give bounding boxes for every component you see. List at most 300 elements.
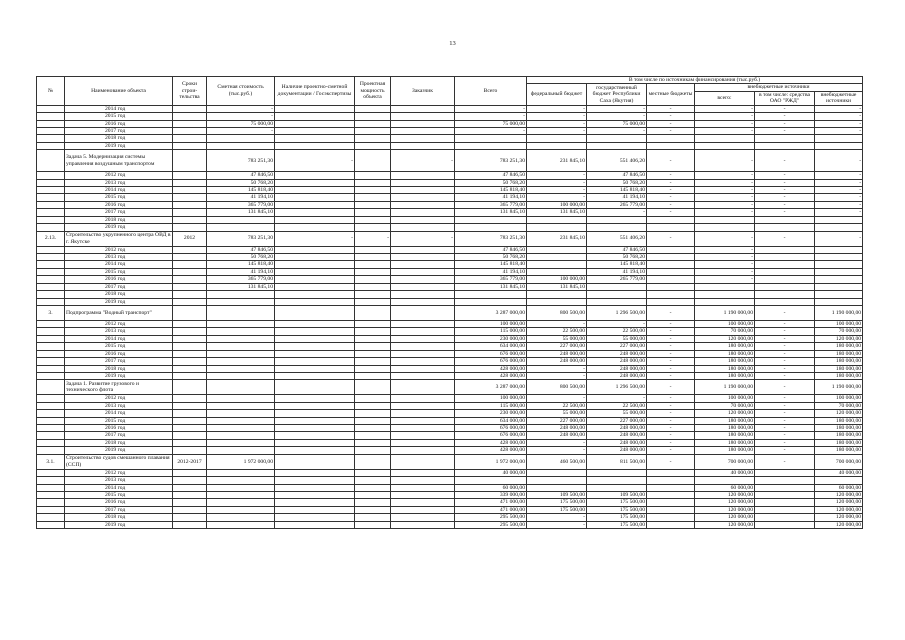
row-republic xyxy=(587,484,647,491)
row-term xyxy=(173,194,207,201)
row-extra-total: - xyxy=(695,105,755,112)
row-customer xyxy=(391,350,455,357)
row-term xyxy=(173,365,207,372)
row-local xyxy=(647,224,695,231)
row-cost xyxy=(207,514,275,521)
row-customer xyxy=(391,365,455,372)
row-total: 783 251,30 xyxy=(455,231,527,246)
header-extra: внебюджетные источники xyxy=(695,84,863,91)
table-row-year xyxy=(37,276,863,283)
row-republic: 50 768,20 xyxy=(587,179,647,186)
row-customer xyxy=(391,120,455,127)
row-extra-total: 180 000,00 xyxy=(695,343,755,350)
row-extra-other: 70 000,00 xyxy=(815,328,863,335)
row-design xyxy=(275,127,355,134)
row-num xyxy=(37,521,65,528)
row-local: - xyxy=(647,380,695,395)
row-local xyxy=(647,268,695,275)
row-design xyxy=(275,514,355,521)
row-extra-rzhd: - xyxy=(755,209,815,216)
row-cost: 75 000,00 xyxy=(207,120,275,127)
row-term xyxy=(173,477,207,484)
row-federal: 175 500,00 xyxy=(527,499,587,506)
row-cost: 783 251,30 xyxy=(207,231,275,246)
row-federal: - xyxy=(527,395,587,402)
row-extra-total xyxy=(695,216,755,223)
row-design xyxy=(275,372,355,379)
row-republic: 175 500,00 xyxy=(587,514,647,521)
table-row-item xyxy=(37,305,863,320)
row-total: 365 779,00 xyxy=(455,201,527,208)
row-cost xyxy=(207,216,275,223)
row-local xyxy=(647,291,695,298)
row-extra-other: - xyxy=(815,113,863,120)
table-row-item xyxy=(37,150,863,172)
row-capacity xyxy=(355,425,391,432)
row-extra-total: - xyxy=(695,113,755,120)
row-extra-rzhd: - xyxy=(755,231,815,246)
row-extra-other: 60 000,00 xyxy=(815,484,863,491)
row-extra-total: - xyxy=(695,201,755,208)
header-estimated-cost: Сметная стоимость (тыс.руб.) xyxy=(207,77,275,106)
row-extra-rzhd xyxy=(755,477,815,484)
row-total: 41 194,10 xyxy=(455,268,527,275)
row-capacity xyxy=(355,209,391,216)
row-customer xyxy=(391,425,455,432)
row-federal: 460 500,00 xyxy=(527,454,587,469)
row-num xyxy=(37,187,65,194)
row-extra-other: 1 190 000,00 xyxy=(815,305,863,320)
row-local: - xyxy=(647,231,695,246)
row-term xyxy=(173,298,207,305)
row-extra-other: 120 000,00 xyxy=(815,410,863,417)
row-federal: 227 000,00 xyxy=(527,343,587,350)
header-total: Всего xyxy=(455,77,527,106)
row-name: 2016 год xyxy=(65,201,173,208)
row-local: - xyxy=(647,127,695,134)
row-design xyxy=(275,320,355,327)
row-extra-other: - xyxy=(815,179,863,186)
row-local: - xyxy=(647,439,695,446)
table-row-item xyxy=(37,454,863,469)
row-customer xyxy=(391,209,455,216)
row-extra-other: 120 000,00 xyxy=(815,335,863,342)
header-by-sources: В том числе по источникам финансирования (тыс.руб.) xyxy=(527,77,863,84)
row-extra-rzhd: - xyxy=(755,113,815,120)
row-federal: 248 000,00 xyxy=(527,425,587,432)
row-num xyxy=(37,113,65,120)
row-extra-rzhd: - xyxy=(755,365,815,372)
row-extra-rzhd: - xyxy=(755,127,815,134)
table-row-year xyxy=(37,514,863,521)
row-total: 676 000,00 xyxy=(455,432,527,439)
row-num xyxy=(37,328,65,335)
row-name: 2014 год xyxy=(65,335,173,342)
row-extra-rzhd: - xyxy=(755,402,815,409)
row-name: 2019 год xyxy=(65,224,173,231)
row-capacity xyxy=(355,432,391,439)
row-republic: 248 000,00 xyxy=(587,432,647,439)
row-extra-total: 180 000,00 xyxy=(695,372,755,379)
row-total: 428 000,00 xyxy=(455,365,527,372)
row-cost xyxy=(207,142,275,149)
financing-table xyxy=(36,76,863,529)
row-extra-rzhd xyxy=(755,469,815,476)
row-num xyxy=(37,142,65,149)
row-federal: - xyxy=(527,514,587,521)
row-total xyxy=(455,298,527,305)
row-term xyxy=(173,447,207,454)
row-total: - xyxy=(455,113,527,120)
row-name: 2015 год xyxy=(65,194,173,201)
row-design xyxy=(275,432,355,439)
row-cost xyxy=(207,439,275,446)
row-extra-other: - xyxy=(815,150,863,172)
row-term: 2012 xyxy=(173,231,207,246)
row-design xyxy=(275,417,355,424)
row-name: 2012 год xyxy=(65,320,173,327)
row-name: 2019 год xyxy=(65,372,173,379)
row-capacity xyxy=(355,320,391,327)
row-republic xyxy=(587,216,647,223)
row-cost xyxy=(207,350,275,357)
row-name: Строительство укрупненного центра ОВД в г. Якутске xyxy=(65,231,173,246)
row-capacity xyxy=(355,439,391,446)
row-capacity xyxy=(355,499,391,506)
row-design xyxy=(275,187,355,194)
row-extra-total: - xyxy=(695,120,755,127)
row-extra-total: 120 000,00 xyxy=(695,410,755,417)
row-extra-rzhd xyxy=(755,298,815,305)
row-extra-rzhd: - xyxy=(755,425,815,432)
row-num xyxy=(37,469,65,476)
row-customer: - xyxy=(391,231,455,246)
row-total: 100 000,00 xyxy=(455,320,527,327)
row-capacity xyxy=(355,417,391,424)
row-extra-rzhd xyxy=(755,216,815,223)
row-num xyxy=(37,135,65,142)
row-extra-total: 100 000,00 xyxy=(695,395,755,402)
row-design xyxy=(275,283,355,290)
row-capacity xyxy=(355,105,391,112)
header-customer: Заказчик xyxy=(391,77,455,106)
row-design xyxy=(275,328,355,335)
row-republic xyxy=(587,298,647,305)
row-name: 2017 год xyxy=(65,283,173,290)
row-capacity xyxy=(355,358,391,365)
row-republic: - xyxy=(587,113,647,120)
header-extra-total: всего: xyxy=(695,91,755,105)
row-extra-total: 70 000,00 xyxy=(695,328,755,335)
row-cost xyxy=(207,328,275,335)
row-customer xyxy=(391,439,455,446)
row-republic: 811 500,00 xyxy=(587,454,647,469)
row-design xyxy=(275,410,355,417)
row-capacity xyxy=(355,179,391,186)
row-cost: 145 818,40 xyxy=(207,187,275,194)
row-design: - xyxy=(275,150,355,172)
row-extra-total: 180 000,00 xyxy=(695,439,755,446)
row-extra-rzhd: - xyxy=(755,358,815,365)
row-capacity xyxy=(355,194,391,201)
row-term xyxy=(173,113,207,120)
row-num xyxy=(37,425,65,432)
row-name: 2012 год xyxy=(65,246,173,253)
row-term xyxy=(173,254,207,261)
row-customer xyxy=(391,499,455,506)
row-extra-rzhd: - xyxy=(755,410,815,417)
header-extra-other: внебюджетные источники xyxy=(815,91,863,105)
table-row-year xyxy=(37,261,863,268)
row-name: 2018 год xyxy=(65,291,173,298)
row-cost: - xyxy=(207,105,275,112)
row-name: 2014 год xyxy=(65,187,173,194)
row-total xyxy=(455,291,527,298)
row-design xyxy=(275,521,355,528)
row-term xyxy=(173,127,207,134)
row-num xyxy=(37,172,65,179)
table-row-year xyxy=(37,127,863,134)
row-name: 2017 год xyxy=(65,127,173,134)
row-republic: - xyxy=(587,127,647,134)
row-federal: - xyxy=(527,194,587,201)
row-extra-total: 180 000,00 xyxy=(695,365,755,372)
row-extra-other: - xyxy=(815,187,863,194)
row-local: - xyxy=(647,395,695,402)
row-extra-other: - xyxy=(815,209,863,216)
row-design xyxy=(275,298,355,305)
row-name: 2017 год xyxy=(65,432,173,439)
row-num xyxy=(37,402,65,409)
row-term xyxy=(173,499,207,506)
table-row-year xyxy=(37,142,863,149)
row-extra-total: - xyxy=(695,150,755,172)
row-cost: 783 251,30 xyxy=(207,150,275,172)
row-term xyxy=(173,172,207,179)
table-row-year xyxy=(37,417,863,424)
row-local: - xyxy=(647,343,695,350)
row-customer xyxy=(391,410,455,417)
row-total xyxy=(455,135,527,142)
table-row-year xyxy=(37,328,863,335)
table-row-year xyxy=(37,491,863,498)
row-extra-total: - xyxy=(695,179,755,186)
table-row-year xyxy=(37,194,863,201)
row-federal: - xyxy=(527,105,587,112)
row-republic xyxy=(587,135,647,142)
row-extra-total: 40 000,00 xyxy=(695,469,755,476)
row-capacity xyxy=(355,276,391,283)
row-customer xyxy=(391,298,455,305)
row-extra-rzhd: - xyxy=(755,335,815,342)
row-total: 365 779,00 xyxy=(455,276,527,283)
row-term xyxy=(173,179,207,186)
row-term xyxy=(173,328,207,335)
row-total: 783 251,30 xyxy=(455,150,527,172)
row-customer xyxy=(391,187,455,194)
row-total: 40 000,00 xyxy=(455,469,527,476)
row-name: 2012 год xyxy=(65,469,173,476)
row-customer xyxy=(391,447,455,454)
row-republic xyxy=(587,477,647,484)
row-extra-rzhd: - xyxy=(755,447,815,454)
row-local: - xyxy=(647,194,695,201)
row-num xyxy=(37,477,65,484)
row-cost xyxy=(207,224,275,231)
table-row-year xyxy=(37,216,863,223)
row-num xyxy=(37,291,65,298)
row-name: 2013 год xyxy=(65,328,173,335)
row-capacity xyxy=(355,372,391,379)
row-extra-total xyxy=(695,291,755,298)
row-cost: 145 818,40 xyxy=(207,261,275,268)
row-design xyxy=(275,335,355,342)
row-capacity xyxy=(355,113,391,120)
row-capacity xyxy=(355,328,391,335)
row-cost: 365 779,00 xyxy=(207,276,275,283)
row-federal: 109 500,00 xyxy=(527,491,587,498)
row-federal: - xyxy=(527,113,587,120)
row-extra-total: - xyxy=(695,172,755,179)
row-local: - xyxy=(647,201,695,208)
row-extra-rzhd: - xyxy=(755,372,815,379)
row-republic: 1 296 500,00 xyxy=(587,305,647,320)
table-row-year xyxy=(37,335,863,342)
row-total: 131 845,10 xyxy=(455,209,527,216)
row-design xyxy=(275,209,355,216)
row-federal: - xyxy=(527,127,587,134)
row-customer xyxy=(391,283,455,290)
row-cost: 41 194,10 xyxy=(207,268,275,275)
row-design xyxy=(275,105,355,112)
row-federal: 100 000,00 xyxy=(527,276,587,283)
row-extra-other: 180 000,00 xyxy=(815,343,863,350)
row-num xyxy=(37,484,65,491)
row-total: 634 000,00 xyxy=(455,417,527,424)
row-federal xyxy=(527,469,587,476)
row-cost xyxy=(207,380,275,395)
table-row-year xyxy=(37,350,863,357)
row-term xyxy=(173,320,207,327)
row-republic: 265 779,00 xyxy=(587,201,647,208)
row-num xyxy=(37,268,65,275)
row-cost xyxy=(207,410,275,417)
row-total: 428 000,00 xyxy=(455,439,527,446)
row-extra-total xyxy=(695,142,755,149)
row-local xyxy=(647,477,695,484)
row-term xyxy=(173,417,207,424)
row-federal: 55 000,00 xyxy=(527,335,587,342)
row-customer xyxy=(391,506,455,513)
row-extra-other xyxy=(815,291,863,298)
table-row-year xyxy=(37,254,863,261)
row-republic: 109 500,00 xyxy=(587,491,647,498)
row-num xyxy=(37,335,65,342)
row-num xyxy=(37,417,65,424)
row-name: 2019 год xyxy=(65,298,173,305)
row-num xyxy=(37,120,65,127)
row-local xyxy=(647,135,695,142)
row-federal xyxy=(527,254,587,261)
row-federal: - xyxy=(527,320,587,327)
table-row-year xyxy=(37,395,863,402)
row-federal xyxy=(527,268,587,275)
row-federal: 100 000,00 xyxy=(527,201,587,208)
row-extra-other: - xyxy=(815,194,863,201)
row-extra-total: - xyxy=(695,246,755,253)
row-capacity xyxy=(355,261,391,268)
row-capacity xyxy=(355,172,391,179)
row-design xyxy=(275,224,355,231)
row-federal: 231 845,10 xyxy=(527,231,587,246)
row-extra-other: 40 000,00 xyxy=(815,469,863,476)
row-num xyxy=(37,209,65,216)
row-republic xyxy=(587,469,647,476)
row-capacity xyxy=(355,484,391,491)
row-extra-other xyxy=(815,298,863,305)
row-local xyxy=(647,499,695,506)
row-extra-total: - xyxy=(695,268,755,275)
row-design xyxy=(275,179,355,186)
row-extra-rzhd xyxy=(755,135,815,142)
row-capacity xyxy=(355,350,391,357)
row-republic: 248 000,00 xyxy=(587,439,647,446)
row-extra-total: 60 000,00 xyxy=(695,484,755,491)
row-republic: 145 818,40 xyxy=(587,187,647,194)
row-name: Строительство судов смешанного плавания (ССП) xyxy=(65,454,173,469)
row-local: - xyxy=(647,365,695,372)
row-total: 131 845,10 xyxy=(455,283,527,290)
row-term xyxy=(173,469,207,476)
row-term xyxy=(173,380,207,395)
row-num xyxy=(37,298,65,305)
row-extra-other: 180 000,00 xyxy=(815,417,863,424)
row-capacity xyxy=(355,268,391,275)
row-capacity xyxy=(355,298,391,305)
row-name: 2018 год xyxy=(65,514,173,521)
row-extra-other: 180 000,00 xyxy=(815,365,863,372)
row-federal: 22 500,00 xyxy=(527,402,587,409)
row-total: 1 972 000,00 xyxy=(455,454,527,469)
row-customer xyxy=(391,328,455,335)
row-design xyxy=(275,172,355,179)
row-num xyxy=(37,254,65,261)
row-local: - xyxy=(647,305,695,320)
row-cost: 41 194,10 xyxy=(207,194,275,201)
row-num xyxy=(37,350,65,357)
row-cost xyxy=(207,372,275,379)
row-capacity xyxy=(355,514,391,521)
row-customer xyxy=(391,484,455,491)
row-num xyxy=(37,447,65,454)
row-num xyxy=(37,410,65,417)
row-extra-other: - xyxy=(815,172,863,179)
row-name: 2015 год xyxy=(65,491,173,498)
row-local xyxy=(647,246,695,253)
row-total xyxy=(455,142,527,149)
row-local: - xyxy=(647,150,695,172)
row-cost xyxy=(207,484,275,491)
row-term: 2012-2017 xyxy=(173,454,207,469)
row-capacity xyxy=(355,521,391,528)
row-cost xyxy=(207,365,275,372)
row-extra-total: - xyxy=(695,194,755,201)
header-local: местные бюджеты xyxy=(647,84,695,105)
row-cost xyxy=(207,298,275,305)
row-federal: - xyxy=(527,521,587,528)
row-extra-other: 700 000,00 xyxy=(815,454,863,469)
row-local: - xyxy=(647,402,695,409)
